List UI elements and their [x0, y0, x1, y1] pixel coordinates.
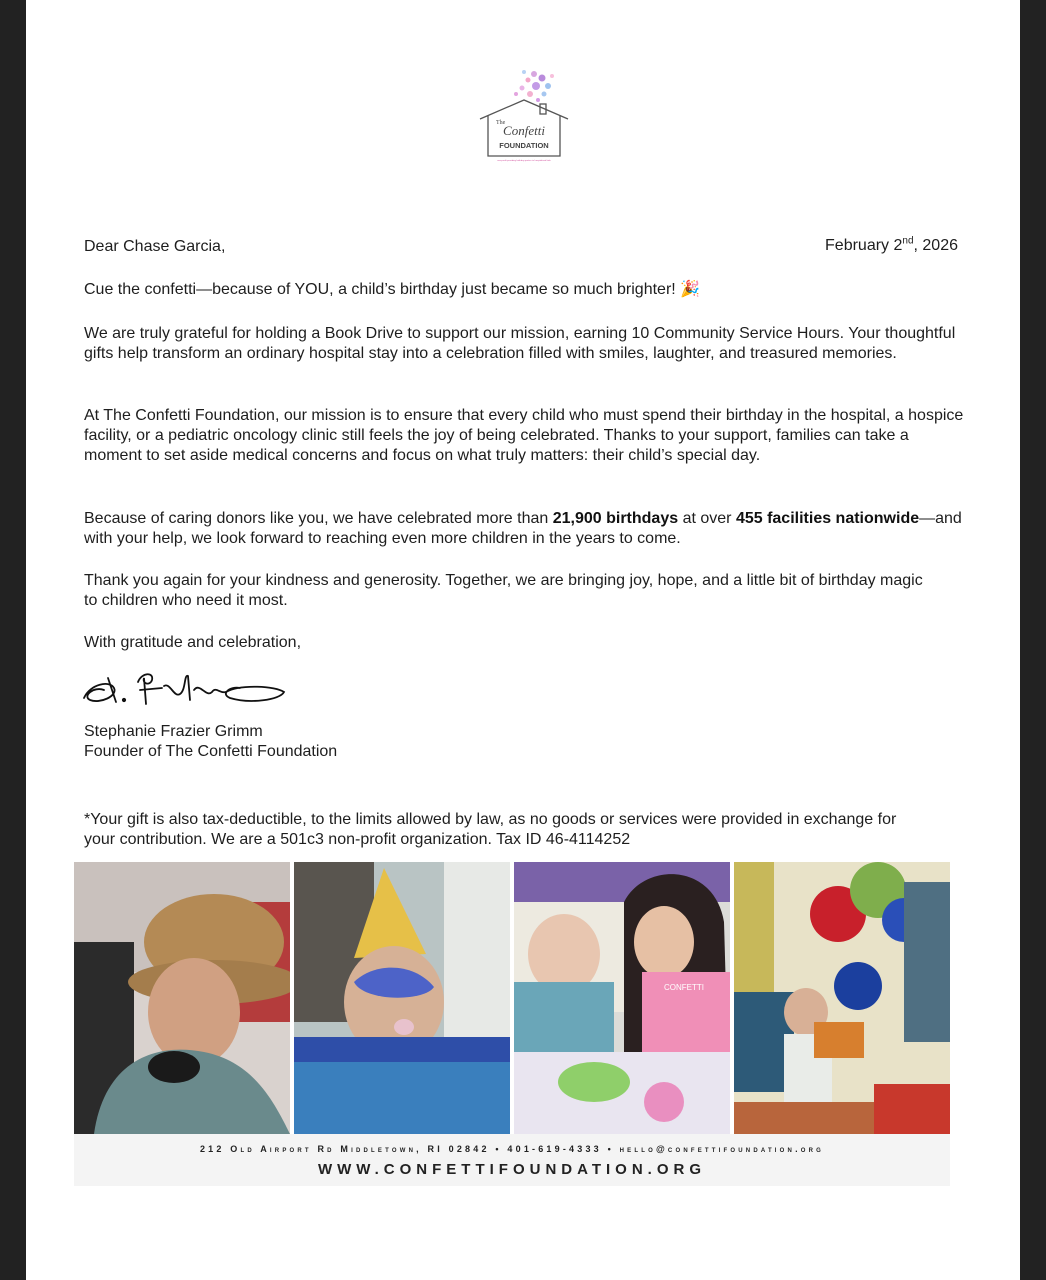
paragraph-impact: [84, 509, 964, 549]
letter-page: [26, 0, 1020, 1280]
impact-facilities-count: 455 facilities nationwide: [735, 510, 920, 527]
paragraph-gratitude: We are truly grateful for holding a Book Drive to support our mission, earning 10 Community Service Hours. Your thoughtful gifts help transform an ordinary hospital stay into a celebration filled with smiles, laughter, and treasured memories.: [84, 325, 956, 362]
logo-tagline: non-profit providing birthday parties to hospitalized kids: [497, 160, 551, 162]
impact-text-e: —and with your help, we look forward to reaching even more children in the years to come.: [84, 510, 962, 547]
photo-boy-straw-hat: [74, 862, 290, 1134]
logo-line-foundation: FOUNDATION: [499, 141, 549, 150]
logo-line-confetti: Confetti: [503, 123, 545, 138]
date-month: February 2: [825, 237, 903, 254]
shirt-text: CONFETTI: [664, 983, 704, 992]
footer-website[interactable]: WWW.CONFETTIFOUNDATION.ORG: [317, 1161, 707, 1178]
photo-boy-party-hat: [294, 862, 510, 1134]
salutation: Dear Chase Garcia,: [84, 238, 226, 255]
signature-icon: [80, 664, 290, 714]
paragraph-intro: Cue the confetti—because of YOU, a child’s birthday just became so much brighter! 🎉: [84, 281, 701, 298]
photo-baby-crafts: [514, 862, 730, 1134]
photo-strip: [74, 862, 950, 1134]
impact-text-c: at over: [678, 510, 736, 527]
footer-address: 212 Old Airport Rd Middletown, RI 02842 • 401-619-4333 • hello@confettifoundation.org: [199, 1144, 825, 1154]
impact-text-a: Because of caring donors like you, we have celebrated more than: [84, 510, 553, 527]
confetti-dots-icon: [514, 70, 554, 102]
letter-date: [825, 237, 958, 255]
footer-bar: [74, 1134, 950, 1186]
paragraph-thanks: Thank you again for your kindness and generosity. Together, we are bringing joy, hope, and a little bit of birthday magic to children who need it most.: [84, 572, 923, 609]
logo-line-the: The: [496, 120, 506, 126]
signer-name: Stephanie Frazier Grimm: [84, 723, 263, 740]
date-suffix: nd: [902, 235, 914, 247]
tax-note: *Your gift is also tax-deductible, to the limits allowed by law, as no goods or services were provided in exchange for your contribution. We are a 501c3 non-profit organization. Tax ID 46-4114252: [84, 811, 897, 848]
confetti-foundation-logo: [474, 64, 574, 166]
closing: With gratitude and celebration,: [84, 634, 302, 651]
paragraph-mission: At The Confetti Foundation, our mission is to ensure that every child who must spend their birthday in the hospital, a hospice facility, or a pediatric oncology clinic still feels the joy of being celebrated. Thanks to your support, families can take a moment to set aside medical concerns and focus on what truly matters: their child’s special day.: [84, 407, 964, 464]
date-year: , 2026: [913, 237, 958, 254]
photo-boy-balloons: [734, 862, 950, 1134]
signer-title: Founder of The Confetti Foundation: [84, 743, 338, 760]
impact-birthdays-count: 21,900 birthdays: [552, 510, 679, 527]
